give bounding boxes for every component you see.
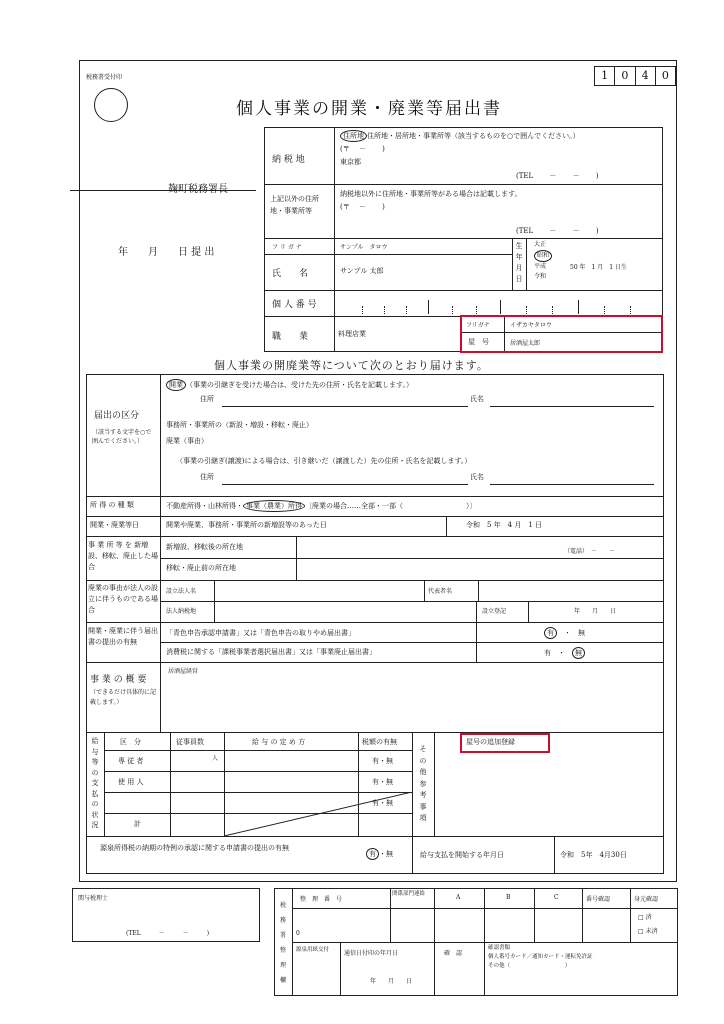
rep-label: 代表者名 xyxy=(428,588,453,595)
name-label: 氏 名 xyxy=(272,269,309,279)
dob-value: 50 年 1 月 1 日生 xyxy=(570,264,627,271)
form-number: 1 0 4 0 xyxy=(594,66,676,86)
reg-date: 年 月 日 xyxy=(574,608,617,615)
date-label: 開業・廃業等日 xyxy=(90,521,139,529)
new-location-label: 新増設、移転後の所在地 xyxy=(166,543,243,551)
name-value: サンプル 太郎 xyxy=(340,267,384,275)
seiri-label: 整 理 番 号 xyxy=(300,896,343,903)
kaigyo-line: 開業 （事業の引継ぎを受けた場合は、受けた先の住所・氏名を記載します。） xyxy=(166,379,413,391)
mynumber-label: 個 人 番 号 xyxy=(272,300,317,310)
shop-name-highlight xyxy=(460,315,663,353)
location-phone: （電話） － － xyxy=(564,548,616,555)
corp-name-label: 設立法人名 xyxy=(166,588,197,595)
furigana-label: フ リ ガ ナ xyxy=(272,244,302,251)
mimoto-notdone[interactable]: □ 未済 xyxy=(638,928,658,935)
seiri-zero: 0 xyxy=(296,930,300,937)
dob-label: 生年月日 xyxy=(515,242,523,283)
col-b: B xyxy=(506,894,511,901)
other-notes-value: 屋号の追加登録 xyxy=(466,738,515,746)
location-label: 事 業 所 等 を 新増設、移転、廃止した場合 xyxy=(88,541,158,571)
other-address-note: 納税地以外に住所地・事業所等がある場合は記載します。 xyxy=(340,190,522,198)
nozeichi-label: 納 税 地 xyxy=(272,155,305,165)
income-label: 所 得 の 種 類 xyxy=(90,501,134,509)
mynumber-boxes[interactable] xyxy=(340,300,658,314)
kakunin-label: 確 認 xyxy=(444,950,463,957)
shop-furigana-value: イザカヤタロウ xyxy=(510,322,552,329)
submit-date: 年 月 日 提 出 xyxy=(118,247,215,258)
blue-a1: 有 ・ 無 xyxy=(544,627,585,639)
kaigyo-addr-label: 住所 xyxy=(200,395,214,403)
shop-furigana-label: フリガナ xyxy=(466,322,490,329)
docs-label: 確認書類 個人番号カード／通知カード・運転免許証 その他（ ） xyxy=(488,945,593,969)
blue-label: 開業・廃業に伴う届出書の提出の有無 xyxy=(88,627,158,646)
tax-office: 麹町税務署長 xyxy=(168,184,228,195)
tsushin-label: 通信日付印の年月日 xyxy=(344,950,399,957)
summary-label: 事 業 の 概 要 xyxy=(90,675,147,685)
other-address-label: 上記以外の住所地・事業所等 xyxy=(270,195,319,215)
haigyo-name-label: 氏名 xyxy=(470,473,484,481)
date-value: 令和 5 年 4 月 1 日 xyxy=(466,521,543,529)
salary-header-count: 従事員数 xyxy=(176,738,204,746)
date-text: 開業や廃業、事務所・事業所の新増設等のあった日 xyxy=(166,521,327,529)
mimoto-done[interactable]: □ 済 xyxy=(638,914,652,921)
category-label: 届出の区分 xyxy=(94,411,140,421)
salary-row-cat: 使 用 人 xyxy=(118,778,144,786)
blue-q2: 消費税に関する「課税事業者選択届出書」又は「事業廃止届出書」 xyxy=(166,648,376,656)
era-list: 大正 昭和 平成 令和 xyxy=(534,240,552,282)
salary-header-method: 給 与 の 定 め 方 xyxy=(252,738,306,746)
postal-code: (〒 － ) xyxy=(340,145,385,153)
col-c: C xyxy=(554,894,559,901)
shinkoku-label: 源泉用紙交付 xyxy=(296,947,330,953)
gensen-start-date: 令和 5年 4月30日 xyxy=(560,851,627,859)
blue-q1: 「青色申告承認申請書」又は「青色申告の取りやめ届出書」 xyxy=(166,629,355,637)
col-a: A xyxy=(456,894,461,901)
stamp-label: 税務署受付印 xyxy=(86,74,123,81)
haigyo-addr-label: 住所 xyxy=(200,473,214,481)
salary-header-cat: 区 分 xyxy=(120,738,141,746)
form-title: 個人事業の開業・廃業等届出書 xyxy=(236,99,502,119)
old-location-label: 移転・廃止前の所在地 xyxy=(166,564,236,572)
corp-addr-label: 法人納税地 xyxy=(166,608,197,615)
reg-label: 設立登記 xyxy=(482,608,507,615)
other-postal: (〒 － ) xyxy=(340,203,385,211)
tax-accountant-label: 関与税理士 xyxy=(78,895,109,902)
tsushin-date: 年 月 日 xyxy=(370,978,413,985)
kaigyo-name-label: 氏名 xyxy=(470,395,484,403)
notice-text: 個人事業の開廃業等について次のとおり届けます。 xyxy=(214,359,489,372)
office-use-label: 税務署整理欄 xyxy=(279,902,286,984)
other-notes-label: その他参考事項 xyxy=(419,745,427,822)
summary-value: 居酒屋経営 xyxy=(168,668,199,675)
tel-value: (TEL － － ) xyxy=(516,172,599,180)
other-tel: (TEL － － ) xyxy=(516,227,599,235)
salary-row-count: 人 xyxy=(212,755,219,762)
income-value: 不動産所得・山林所得・ 事業（農業）所得 〔廃業の場合……全部・一部（ ）〕 xyxy=(166,502,477,510)
salary-total-label: 計 xyxy=(134,820,141,828)
address-value: 東京都 xyxy=(340,158,361,166)
blue-a2: 有 ・ 無 xyxy=(544,647,585,659)
bango-label: 番号確認 xyxy=(586,896,611,903)
corp-label: 廃業の事由が法人の設立に伴うものである場合 xyxy=(88,584,158,614)
salary-side-label: 給与等の支払の状況 xyxy=(91,737,99,829)
salary-row-tax: 有・無 xyxy=(372,799,393,807)
haigyo-label: 廃業（事由） xyxy=(166,437,208,445)
nozeichi-options: 住所地 住所地・居所地・事業所等（該当するものを○で囲んでください。） xyxy=(340,130,580,142)
shop-name-value: 居酒屋太郎 xyxy=(510,340,541,347)
salary-row-tax: 有・無 xyxy=(372,778,393,786)
furigana-value: サンプル タロウ xyxy=(340,244,388,251)
tax-accountant-tel: (TEL － － ) xyxy=(126,930,210,937)
summary-sub: （できるだけ具体的に記載します。） xyxy=(90,689,157,706)
haigyo-note: （事業の引継ぎ(譲渡)による場合は、引き継いだ（譲渡した）先の住所・氏名を記載します。） xyxy=(176,457,472,465)
job-value: 料理店業 xyxy=(338,330,366,338)
salary-header-tax: 税額の有無 xyxy=(362,738,397,746)
gensen-start-label: 給与支払を開始する年月日 xyxy=(420,851,504,859)
gensen-question: 源泉所得税の納期の特例の承認に関する申請書の提出の有無 xyxy=(100,844,289,852)
salary-row-cat: 専 従 者 xyxy=(118,757,144,765)
kankei-label: 関係部門連絡 xyxy=(392,891,426,897)
category-sub: （該当する文字を○で囲んでください。） xyxy=(92,429,152,445)
job-label: 職 業 xyxy=(272,332,309,342)
gensen-answer: 有 ・無 xyxy=(366,848,393,860)
office-change: 事務所・事業所の（新設・増設・移転・廃止） xyxy=(166,421,313,429)
mimoto-label: 身元確認 xyxy=(634,896,659,903)
shop-label: 屋 号 xyxy=(468,338,489,346)
salary-row-tax: 有・無 xyxy=(372,757,393,765)
